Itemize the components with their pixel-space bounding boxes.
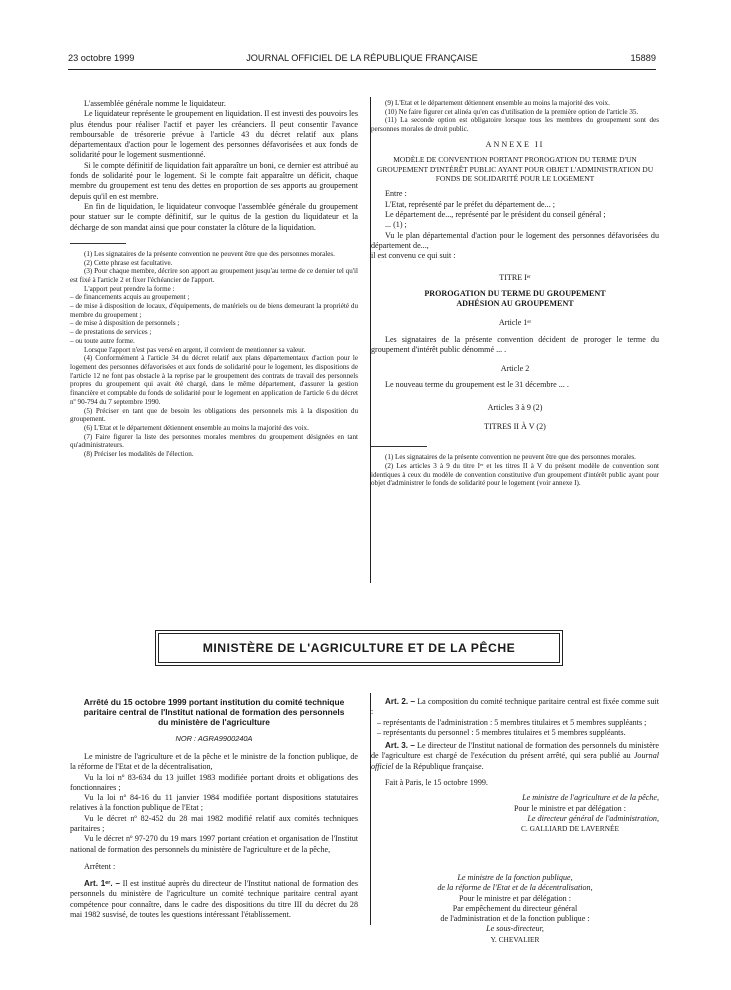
paragraph: Le liquidateur représente le groupement en liquidation. Il est investi des pouvoirs les plus étendus pour réaliser l'actif et payer les créanciers. Il peut consentir l'avance remboursable de trésorerie prévue à l'article 43 du décret relatif aux plans départementaux d'action pour le logement des personnes défavorisées et aux fonds de solidarité pour le logement susmentionné. xyxy=(70,109,358,160)
signature-line: Pour le ministre et par délégation : xyxy=(514,803,626,813)
signature-line: de la réforme de l'Etat et de la décentralisation, xyxy=(437,883,593,893)
party-others: ... (1) ; xyxy=(385,220,407,230)
footnote-separator xyxy=(70,243,126,244)
footnotes xyxy=(70,250,358,459)
footnote: (1) Les signataires de la présente convention ne peuvent être que des personnes morales. xyxy=(385,453,636,462)
paragraph: En fin de liquidation, le liquidateur convoque l'assemblée générale du groupement pour statuer sur le compte définitif, sur le quitus de la gestion du liquidateur et la décharge de son mandat ainsi que pour constater la clôture de la liquidation. xyxy=(70,201,358,232)
party-etat: L'Etat, représenté par le préfet du département de... ; xyxy=(385,199,555,209)
signature-block-2 xyxy=(371,873,659,945)
footnote: – de financements acquis au groupement ; xyxy=(70,293,190,302)
footnote: (8) Préciser les modalités de l'élection. xyxy=(84,450,194,459)
convenu-clause: il est convenu ce qui suit : xyxy=(371,251,456,261)
party-departement: Le département de..., représenté par le président du conseil général ; xyxy=(385,209,606,219)
signatory-name: Y. CHEVALIER xyxy=(490,934,540,944)
visa: Vu la loi nº 83-634 du 13 juillet 1983 modifiée portant droits et obligations des fonctionnaires ; xyxy=(70,772,358,792)
footnote: Lorsque l'apport n'est pas versé en argent, il convient de mentionner sa valeur. xyxy=(84,345,306,354)
arrete-right-column xyxy=(371,697,659,835)
entre-label: Entre : xyxy=(385,189,407,199)
preamble: Le ministre de l'agriculture et de la pêche et le ministre de la fonction publique, de la réforme de l'Etat et de la décentralisation, xyxy=(70,751,358,772)
signature-line: Le ministre de l'agriculture et de la pêche, xyxy=(522,793,659,803)
footnote: (11) La seconde option est obligatoire lorsque tous les membres du groupement sont des personnes morales de droit public. xyxy=(371,116,659,134)
header-rule xyxy=(68,69,656,70)
annexe-heading: ANNEXE II xyxy=(485,139,545,149)
left-column-top xyxy=(70,99,358,459)
header-date: 23 octobre 1999 xyxy=(68,53,135,63)
article-1-heading: Article 1ᵉʳ xyxy=(498,318,532,328)
article-text: Il est institué auprès du directeur de l'Institut national de formation des personnels du ministère de l'agriculture un comité technique paritaire central ayant compétence pour connaître, dans le cadre des dispositions du titre III du décret du 28 mai 1982 susvisé, de toutes les questions intéressant l'établissement. xyxy=(70,879,358,920)
article-2 xyxy=(371,697,659,718)
footnote: – de mise à disposition de locaux, d'équipements, de matériels ou de biens demeurant la propriété du membre du groupement ; xyxy=(70,302,358,319)
paragraph: L'assemblée générale nomme le liquidateur. xyxy=(84,99,226,108)
page-number: 15889 xyxy=(630,53,656,63)
footnote: – de prestations de services ; xyxy=(70,328,152,337)
footnote: L'apport peut prendre la forme : xyxy=(84,284,175,293)
titres-ii-v: TITRES II À V (2) xyxy=(484,422,546,432)
footnote: (5) Préciser en tant que de besoin les obligations des personnels mis à la disposition du groupement. xyxy=(70,406,358,424)
right-column-top xyxy=(371,99,659,488)
continued-footnotes xyxy=(371,99,659,134)
page-header xyxy=(68,53,656,67)
nor-reference: NOR : AGRA9900240A xyxy=(175,733,253,743)
footnote: (7) Faire figurer la liste des personnes morales membres du groupement désignées en tant qu'administrateurs. xyxy=(70,432,358,450)
signature-line: Par empêchement du directeur général xyxy=(452,903,578,913)
visa: Vu le décret nº 97-270 du 19 mars 1997 portant création et organisation de l'Institut national de formation des personnels du ministère de l'agriculture et de la pêche, xyxy=(70,834,358,854)
article-text-end: de la République française. xyxy=(393,761,484,771)
list-item: – représentants de l'administration : 5 membres titulaires et 5 membres suppléants ; xyxy=(377,717,647,727)
list-item: – représentants du personnel : 5 membres titulaires et 5 membres suppléants. xyxy=(377,727,626,737)
article-3 xyxy=(371,741,659,772)
article-text: Le directeur de l'Institut national de formation des personnels du ministère de l'agriculture est chargé de l'exécution du présent arrêté, qui sera publié au xyxy=(371,741,659,761)
signature-line: de l'administration et de la fonction publique : xyxy=(440,914,590,924)
signature-line: Le sous-directeur, xyxy=(486,924,544,934)
article-text: La composition du comité technique paritaire central est fixée comme suit : xyxy=(371,697,659,717)
footnote: (2) Les articles 3 à 9 du titre Iᵉʳ et les titres II à V du présent modèle de convention sont identiques à ceux du modèle de convention constitutive d'un groupement d'intérêt public ayant pour objet d'administrer le fonds de solidarité pour le logement (voir annexe I). xyxy=(371,462,659,488)
modele-title: MODÈLE DE CONVENTION PORTANT PROROGATION DU TERME D'UN GROUPEMENT D'INTÉRÊT PUBLIC AYANT POUR OBJET L'ADMINISTRATION DU FONDS DE SOLIDARITÉ POUR LE LOGEMENT xyxy=(376,155,654,183)
footnote: (3) Pour chaque membre, décrire son apport au groupement jusqu'au terme de ce dernier tel qu'il est fixé à l'article 2 et fixer l'échéancier de l'apport. xyxy=(70,267,358,284)
titre-1: TITRE Iᵉʳ xyxy=(499,273,531,283)
visa: Vu la loi nº 84-16 du 11 janvier 1984 modifiée portant dispositions statutaires relatives à la fonction publique de l'Etat ; xyxy=(70,793,358,813)
footnote: (9) L'Etat et le département détiennent ensemble au moins la majorité des voix. xyxy=(385,99,610,107)
arrete-title: Arrêté du 15 octobre 1999 portant institution du comité technique paritaire central de l'Institut national de formation des personnels du ministère de l'agriculture xyxy=(83,697,345,728)
paragraph: Si le compte définitif de liquidation fait apparaître un boni, ce dernier est attribué au fonds de solidarité pour le logement. Si le compte fait apparaître un déficit, chaque membre du groupement est tenu des dettes en proportion de ses apports au groupement depuis qu'il en est membre. xyxy=(70,160,358,201)
footnote-separator xyxy=(371,446,427,447)
footnote: (2) Cette phrase est facultative. xyxy=(84,258,173,267)
article-2-text: Le nouveau terme du groupement est le 31 décembre ... . xyxy=(385,380,569,390)
article-2-heading: Article 2 xyxy=(500,364,530,374)
article-1 xyxy=(70,879,358,920)
titre-1-subtitle: PROROGATION DU TERME DU GROUPEMENT ADHÉSION AU GROUPEMENT xyxy=(424,288,606,308)
signature-line: Le ministre de la fonction publique, xyxy=(457,873,573,882)
signature-line: Le directeur général de l'administration, xyxy=(527,813,659,823)
article-label: Art. 2. – xyxy=(385,697,416,706)
article-1-text: Les signataires de la présente convention décident de proroger le terme du groupement d'intérêt public dénommé ... . xyxy=(371,334,659,354)
fait-a-paris: Fait à Paris, le 15 octobre 1999. xyxy=(385,778,488,788)
visa: Vu le décret nº 82-452 du 28 mai 1982 modifié relatif aux comités techniques paritaires ; xyxy=(70,813,358,833)
signature-line: Pour le ministre et par délégation : xyxy=(459,893,571,903)
signatory-name: C. GALLIARD DE LAVERNÉE xyxy=(521,824,619,834)
journal-officiel: Journal officiel xyxy=(371,751,659,771)
footnote: (10) Ne faire figurer cet alinéa qu'en cas d'utilisation de la première option de l'article 35. xyxy=(385,107,639,116)
footnote: (6) L'Etat et le département détiennent ensemble au moins la majorité des voix. xyxy=(84,423,309,432)
journal-title: JOURNAL OFFICIEL DE LA RÉPUBLIQUE FRANÇAISE xyxy=(246,53,478,63)
signature-block-1 xyxy=(371,793,659,834)
article-label: Art. 1ᵉʳ. – xyxy=(84,879,120,889)
footnote: – ou toute autre forme. xyxy=(70,336,135,345)
arretent: Arrêtent : xyxy=(84,861,116,871)
article-label: Art. 3. – xyxy=(385,741,415,751)
ministry-banner: MINISTÈRE DE L'AGRICULTURE ET DE LA PÊCHE xyxy=(158,633,560,663)
footnote: (1) Les signataires de la présente convention ne peuvent être que des personnes morales. xyxy=(84,249,335,258)
footnote: – de mise à disposition de personnels ; xyxy=(70,319,180,328)
footnote: (4) Conformément à l'article 34 du décret relatif aux plans départementaux d'action pour le logement des personnes défavorisées et aux fonds de solidarité pour le logement, les dispositions de l'article 12 ne font pas obstacle à la reprise par le groupement des contrats de travail des personnels propres du groupement qui avait été chargé, dans le même département, d'assurer la gestion financière et comptable du fonds de solidarité pour le logement en application de l'article 6 du décret nº 90-794 du 7 septembre 1990. xyxy=(70,354,358,406)
footnotes xyxy=(371,453,659,488)
vu-clause: Vu le plan départemental d'action pour le logement des personnes défavorisées du département de..., xyxy=(371,230,659,250)
articles-3-9: Articles 3 à 9 (2) xyxy=(487,402,543,412)
arrete-left-column xyxy=(70,697,358,920)
